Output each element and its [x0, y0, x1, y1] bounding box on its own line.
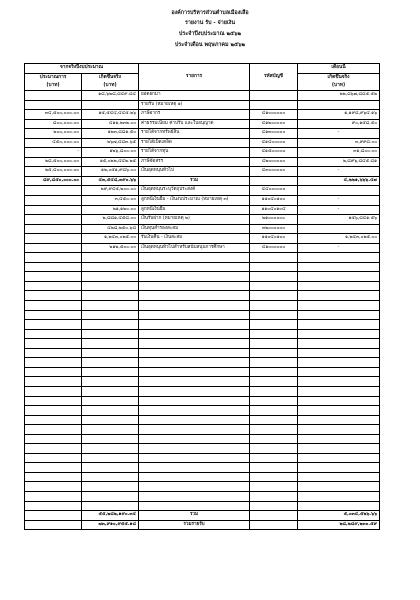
actual-cell: ๒๑,๑๒๐.๐๐ [82, 205, 139, 215]
estimate-cell [25, 386, 82, 396]
item-cell [139, 491, 250, 501]
month-cell: ๑,๑๙๘,๙๖๔.๑๖ [298, 110, 380, 120]
month-cell [298, 367, 380, 377]
month-cell [298, 377, 380, 387]
table-row [25, 291, 380, 301]
item-cell: ลูกหนี้เงินยืม - เงินงบประมาณ (หมายเหตุ ๓) [139, 196, 250, 206]
code-cell: ๔๓๐๐๐๐๐๐ [250, 167, 298, 177]
table-row [25, 367, 380, 377]
item-cell [139, 453, 250, 463]
actual-cell [82, 463, 139, 473]
table-row [25, 119, 380, 129]
code-cell [250, 348, 298, 358]
estimate-cell: ๘๙,๘๕๐,๐๐๐.๐๐ [25, 176, 82, 186]
item-cell [139, 291, 250, 301]
item-cell [139, 348, 250, 358]
code-cell [250, 367, 298, 377]
estimate-cell [25, 501, 82, 511]
table-row [25, 320, 380, 330]
code-cell [250, 406, 298, 416]
actual-cell [82, 301, 139, 311]
estimate-cell [25, 205, 82, 215]
estimate-cell [25, 224, 82, 234]
item-cell: เงินทุนสำรองสะสม [139, 224, 250, 234]
table-row [25, 310, 380, 320]
code-cell: ๔๑๐๐๐๐๐๐ [250, 110, 298, 120]
actual-cell [82, 472, 139, 482]
month-cell [298, 310, 380, 320]
item-cell: เงินอุดหนุนทั่วไป [139, 167, 250, 177]
actual-cell: ๑๕,๐๒๒,๔๔๒.๒๕ [82, 157, 139, 167]
item-cell: ภาษีอากร [139, 110, 250, 120]
month-cell: - [298, 243, 380, 253]
table-row [25, 224, 380, 234]
item-cell [139, 472, 250, 482]
month-cell: ๒๒,๘๖๗,๘๘๕.๕๒ [298, 91, 380, 101]
actual-cell: ๓,๔๕๐.๐๐ [82, 196, 139, 206]
code-cell [250, 415, 298, 425]
estimate-cell [25, 301, 82, 311]
table-row [25, 444, 380, 454]
code-cell [250, 291, 298, 301]
table-row [25, 91, 380, 101]
receipts-table-container [24, 63, 379, 530]
month-cell [298, 406, 380, 416]
item-cell: รายรับ (หมายเหตุ ๑) [139, 100, 250, 110]
fiscal-year: ประจำปีงบประมาณ ๒๕๖๒ [178, 31, 242, 37]
item-cell: ลูกหนี้เงินยืม [139, 205, 250, 215]
item-cell: รายได้จากทุน [139, 148, 250, 158]
estimate-cell [25, 339, 82, 349]
total-actual-cell: ๕๕,๒๘๒,๑๙๐.๓๔ [82, 511, 139, 521]
month-cell [298, 444, 380, 454]
month-cell [298, 415, 380, 425]
table-row [25, 415, 380, 425]
item-cell [139, 377, 250, 387]
table-row [25, 157, 380, 167]
item-cell [139, 501, 250, 511]
month-cell: ๑,๒๔๓,๐๒๕.๐๐ [298, 234, 380, 244]
estimate-cell: ๓๔,๕๐๐,๐๐๐.๐๐ [25, 110, 82, 120]
actual-cell: ๑๒๖,๘๐๐.๐๐ [82, 148, 139, 158]
group-left-header: จากจริงปีงบประมาณ [25, 64, 139, 74]
grand-month-cell: ๒๘,๒๘๙,๒๓๐.๕๙ [298, 520, 380, 530]
month-cell: ๓๑,๘๐๐.๐๐ [298, 148, 380, 158]
actual-left-label: เกิดขึ้นจริง [99, 74, 121, 80]
actual-left-unit: (บาท) [103, 82, 117, 88]
month-cell [298, 348, 380, 358]
actual-cell [82, 425, 139, 435]
estimate-cell: ๘๐๐,๐๐๐.๐๐ [25, 119, 82, 129]
table-row [25, 501, 380, 511]
estimate-cell: ๒๕,๔๐๐,๐๐๐.๐๐ [25, 167, 82, 177]
grand-label: รวมรายรับ [139, 520, 250, 530]
code-cell [250, 491, 298, 501]
month-cell: - [298, 205, 380, 215]
estimate-cell [25, 262, 82, 272]
table-row [25, 472, 380, 482]
estimate-cell [25, 434, 82, 444]
total-estimate-cell [25, 511, 82, 521]
code-cell: ๔๑๒๐๐๐๐๐ [250, 119, 298, 129]
total-code-cell [250, 511, 298, 521]
estimate-cell [25, 186, 82, 196]
item-cell [139, 310, 250, 320]
table-row [25, 205, 380, 215]
actual-cell [82, 453, 139, 463]
month-cell [298, 186, 380, 196]
month-cell [298, 463, 380, 473]
table-body [25, 91, 380, 511]
actual-cell [82, 329, 139, 339]
month-cell [298, 434, 380, 444]
actual-cell: ๒,๘๘๑,๔๕๘.๐๐ [82, 215, 139, 225]
estimate-cell [25, 329, 82, 339]
actual-cell [82, 358, 139, 368]
estimate-cell [25, 272, 82, 282]
actual-right-label: เกิดขึ้นจริง [327, 74, 350, 80]
actual-cell: ๒๙,๙๔๕,๒๐๐.๐๐ [82, 186, 139, 196]
code-cell [250, 262, 298, 272]
month-cell [298, 281, 380, 291]
estimate-cell [25, 91, 82, 101]
item-cell [139, 320, 250, 330]
group-right-header: เดือนนี้ [298, 64, 380, 74]
table-row [25, 329, 380, 339]
estimate-cell [25, 444, 82, 454]
item-cell: ยอดยกมา [139, 91, 250, 101]
actual-cell [82, 482, 139, 492]
estimate-cell [25, 100, 82, 110]
estimate-cell [25, 463, 82, 473]
actual-cell [82, 281, 139, 291]
code-cell: ๔๔๐๐๐๐๐๐ [250, 186, 298, 196]
month-cell [298, 262, 380, 272]
estimate-cell [25, 367, 82, 377]
estimate-cell [25, 406, 82, 416]
estimate-cell [25, 291, 82, 301]
estimate-cell [25, 320, 82, 330]
item-cell [139, 262, 250, 272]
month-cell [298, 291, 380, 301]
grand-actual-cell: ๗๓,๙๑๐,๙๕๕.๑๘ [82, 520, 139, 530]
actual-cell: ๑๕,๕๔๔,๔๔๕.๒๖ [82, 110, 139, 120]
estimate-header [25, 74, 82, 91]
item-cell: เงินอุดหนุนระบุวัตถุประสงค์ [139, 186, 250, 196]
code-cell [250, 272, 298, 282]
estimate-cell: ๔๕๐,๐๐๐.๐๐ [25, 138, 82, 148]
estimate-cell [25, 472, 82, 482]
table-row [25, 425, 380, 435]
item-cell: รายได้จากทรัพย์สิน [139, 129, 250, 139]
month-cell: - [298, 167, 380, 177]
code-cell [250, 386, 298, 396]
estimate-cell [25, 196, 82, 206]
month-cell [298, 482, 380, 492]
code-cell [250, 396, 298, 406]
code-cell [250, 100, 298, 110]
item-cell [139, 329, 250, 339]
code-cell [250, 310, 298, 320]
month-cell: - [298, 129, 380, 139]
code-cell [250, 482, 298, 492]
table-row [25, 281, 380, 291]
code-cell: ๔๑๓๐๐๐๐๐ [250, 129, 298, 139]
table-row [25, 234, 380, 244]
code-cell [250, 329, 298, 339]
item-cell [139, 482, 250, 492]
code-cell: ๔๒๐๐๐๐๐๐ [250, 157, 298, 167]
estimate-cell [25, 425, 82, 435]
actual-cell: ๑๒๓,๘๘๑.๕๐ [82, 129, 139, 139]
month-cell [298, 396, 380, 406]
table-row [25, 377, 380, 387]
actual-cell [82, 386, 139, 396]
actual-cell [82, 491, 139, 501]
actual-cell [82, 272, 139, 282]
code-cell: ๔๑๔๐๐๐๐๐ [250, 138, 298, 148]
code-cell [250, 434, 298, 444]
month-cell [298, 253, 380, 263]
code-cell [250, 444, 298, 454]
item-cell [139, 281, 250, 291]
estimate-cell [25, 453, 82, 463]
actual-cell [82, 396, 139, 406]
table-row [25, 215, 380, 225]
item-header: รายการ [139, 64, 250, 91]
item-cell: รวม [139, 176, 250, 186]
month-cell [298, 301, 380, 311]
header-row-1 [25, 64, 380, 74]
table-row [25, 262, 380, 272]
actual-right-header [298, 74, 380, 91]
estimate-cell [25, 234, 82, 244]
code-cell [250, 358, 298, 368]
actual-cell [82, 377, 139, 387]
code-cell [250, 253, 298, 263]
actual-cell: ๒๑๒,๕๐๐.๐๐ [82, 243, 139, 253]
table-row [25, 386, 380, 396]
code-cell: ๑๑๐๔๐๑๐๐ [250, 234, 298, 244]
estimate-cell [25, 415, 82, 425]
grand-code-cell [250, 520, 298, 530]
grand-total-row [25, 520, 380, 530]
estimate-unit: (บาท) [46, 82, 60, 88]
actual-cell [82, 406, 139, 416]
item-cell: เงินรับฝาก (หมายเหตุ ๒) [139, 215, 250, 225]
item-cell [139, 367, 250, 377]
table-row [25, 463, 380, 473]
month-cell: ๑๕๖,๘๔๑.๕๖ [298, 215, 380, 225]
month-cell [298, 358, 380, 368]
estimate-cell [25, 377, 82, 387]
estimate-cell [25, 243, 82, 253]
table-row [25, 339, 380, 349]
actual-cell [82, 501, 139, 511]
item-cell: ค่าธรรมเนียม ค่าปรับ และใบอนุญาต [139, 119, 250, 129]
table-row [25, 348, 380, 358]
estimate-cell: ๒๐๐,๐๐๐.๐๐ [25, 129, 82, 139]
report-month: ประจำเดือน พฤษภาคม ๒๕๖๒ [174, 42, 246, 48]
code-cell [250, 463, 298, 473]
table-row [25, 453, 380, 463]
month-cell [298, 453, 380, 463]
table-row [25, 176, 380, 186]
code-cell [250, 320, 298, 330]
table-row [25, 148, 380, 158]
item-cell [139, 444, 250, 454]
actual-cell [82, 348, 139, 358]
actual-cell: ๔๒๘,๒๕๐.๖๘ [82, 224, 139, 234]
actual-left-header [82, 74, 139, 91]
actual-cell [82, 291, 139, 301]
month-cell [298, 472, 380, 482]
item-cell [139, 386, 250, 396]
table-row [25, 110, 380, 120]
month-cell [298, 491, 380, 501]
table-row [25, 167, 380, 177]
item-cell [139, 301, 250, 311]
month-cell [298, 386, 380, 396]
table-row [25, 138, 380, 148]
actual-cell [82, 310, 139, 320]
code-cell [250, 425, 298, 435]
table-row [25, 491, 380, 501]
table-row [25, 406, 380, 416]
actual-cell: ๑๒,๐๕๑,๙๘๖.๐๐ [82, 167, 139, 177]
actual-cell [82, 253, 139, 263]
month-cell [298, 224, 380, 234]
table-row [25, 100, 380, 110]
table-row [25, 301, 380, 311]
table-row [25, 196, 380, 206]
actual-cell [82, 262, 139, 272]
code-cell: ๔๑๐๐๐๐๐๐ [250, 243, 298, 253]
month-cell [298, 100, 380, 110]
code-cell: ๑๑๐๔๐๑๐๐ [250, 196, 298, 206]
item-cell [139, 425, 250, 435]
code-cell [250, 91, 298, 101]
item-cell: ภาษีจัดสรร [139, 157, 250, 167]
item-cell [139, 253, 250, 263]
actual-right-unit: (บาท) [331, 82, 346, 88]
estimate-cell [25, 215, 82, 225]
estimate-cell [25, 348, 82, 358]
item-cell [139, 358, 250, 368]
table-row [25, 186, 380, 196]
code-cell [250, 501, 298, 511]
actual-cell: ๑,๒๔๓,๐๒๕.๐๐ [82, 234, 139, 244]
actual-cell: ๒๖๗,๔๘๓.๖๕ [82, 138, 139, 148]
actual-cell [82, 415, 139, 425]
actual-cell: ๑๘,๖๒๘,๘๔๙.๘๔ [82, 91, 139, 101]
item-cell: รับเงินคืน - เงินสะสม [139, 234, 250, 244]
grand-estimate-cell [25, 520, 82, 530]
code-cell [250, 281, 298, 291]
actual-cell [82, 100, 139, 110]
month-cell [298, 272, 380, 282]
table-row [25, 358, 380, 368]
item-cell [139, 406, 250, 416]
table-row [25, 434, 380, 444]
table-row [25, 243, 380, 253]
item-cell [139, 339, 250, 349]
month-cell: ๙๐,๑๕๘.๕๐ [298, 119, 380, 129]
month-cell [298, 320, 380, 330]
code-cell [250, 453, 298, 463]
month-cell [298, 329, 380, 339]
code-cell: ๑๑๐๔๐๑๐๔ [250, 205, 298, 215]
code-cell: ๒๑๐๐๐๐๐๐ [250, 215, 298, 225]
table-row [25, 129, 380, 139]
estimate-cell [25, 253, 82, 263]
code-cell [250, 176, 298, 186]
estimate-cell: - [25, 148, 82, 158]
code-cell [250, 472, 298, 482]
actual-cell [82, 320, 139, 330]
table-row [25, 272, 380, 282]
actual-cell [82, 444, 139, 454]
estimate-cell [25, 491, 82, 501]
month-cell [298, 339, 380, 349]
item-cell: รายได้เบ็ดเตล็ด [139, 138, 250, 148]
table-row [25, 482, 380, 492]
code-cell: ๔๑๕๐๐๐๐๐ [250, 148, 298, 158]
estimate-cell [25, 358, 82, 368]
code-cell [250, 377, 298, 387]
estimate-cell [25, 281, 82, 291]
item-cell [139, 463, 250, 473]
total-row [25, 511, 380, 521]
actual-cell: ๔๓,๕๔๘,๓๙๐.๖๖ [82, 176, 139, 186]
estimate-label: ประมาณการ [39, 74, 67, 80]
receipts-table [24, 63, 380, 530]
total-label: รวม [139, 511, 250, 521]
estimate-cell: ๒๘,๕๐๐,๐๐๐.๐๐ [25, 157, 82, 167]
month-cell: ๒,๘๙๖,๘๔๕.๘๑ [298, 157, 380, 167]
table-row [25, 396, 380, 406]
org-name: องค์การบริหารส่วนตำบลเมืองเสือ [171, 10, 249, 16]
month-cell: ๔,๒๒๑,๖๖๖.๔๗ [298, 176, 380, 186]
item-cell [139, 396, 250, 406]
actual-cell [82, 367, 139, 377]
code-header: รหัสบัญชี [250, 64, 298, 91]
item-cell [139, 434, 250, 444]
report-title: รายงาน รับ - จ่ายเงิน [184, 20, 236, 26]
actual-cell [82, 434, 139, 444]
item-cell [139, 272, 250, 282]
month-cell: - [298, 196, 380, 206]
month-cell [298, 425, 380, 435]
actual-cell [82, 339, 139, 349]
actual-cell: ๔๑๑,๒๓๒.๐๐ [82, 119, 139, 129]
month-cell: ๓,๙๙๘.๐๐ [298, 138, 380, 148]
estimate-cell [25, 396, 82, 406]
code-cell [250, 301, 298, 311]
month-cell [298, 501, 380, 511]
item-cell [139, 415, 250, 425]
estimate-cell [25, 310, 82, 320]
total-month-cell: ๕,๐๓๔,๕๒๖.๖๖ [298, 511, 380, 521]
table-row [25, 253, 380, 263]
code-cell [250, 339, 298, 349]
code-cell: ๓๒๐๐๐๐๐๐ [250, 224, 298, 234]
estimate-cell [25, 482, 82, 492]
item-cell: เงินอุดหนุนทั่วไปสำหรับสนับสนุนการศึกษา [139, 243, 250, 253]
